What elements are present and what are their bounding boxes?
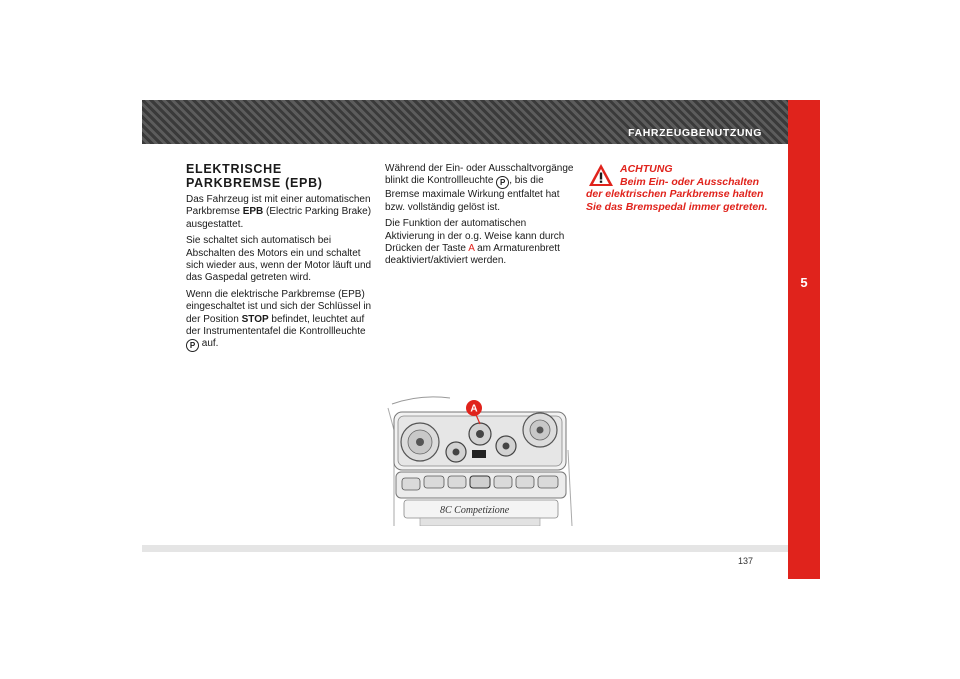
button-reference: A [468,243,475,255]
section-title [186,163,376,190]
paragraph [186,194,376,231]
callout-label: A [470,403,478,415]
paragraph [186,289,376,353]
column-left [186,163,376,356]
text: , bis die Bremse maximale Wirkung entfaltet hat bzw. vollständig gelöst ist. [385,175,560,213]
text: befindet, leuchtet auf der Instrumententafel die Kontrollleuchte [186,313,366,338]
column-middle [385,163,575,272]
text: Während der Ein- oder Ausschaltvorgänge blinkt die Kontrollleuchte [385,163,574,187]
chapter-tab [788,100,820,579]
text: auf. [199,338,219,350]
paragraph [385,163,575,214]
paragraph: Sie schaltet sich automatisch bei Abschalten des Motors ein und schaltet sich wieder aus, wenn der Motor läuft und das Gaspedal getreten wird. [186,235,372,284]
parking-brake-lamp-icon: P [496,176,509,189]
parking-brake-lamp-icon: P [186,339,199,352]
section-title-line1: ELEKTRISCHE [186,162,282,176]
text: Das Fahrzeug ist mit einer automatischen Parkbremse [186,194,371,218]
text-bold: STOP [241,313,269,325]
paragraph [385,218,575,268]
dashboard-illustration [380,390,576,526]
footer-line [142,545,788,552]
header-title: FAHRZEUGBENUTZUNG [628,127,762,139]
section-title-line2: PARKBREMSE (EPB) [186,175,323,190]
warning-heading: ACHTUNG [620,163,673,175]
text: Wenn die elektrische Parkbremse (EPB) eingeschaltet ist und sich der Schlüssel in der Position [186,288,372,325]
warning-body: Beim Ein- oder Ausschalten der elektrischen Parkbremse halten Sie das Bremspedal immer getreten. [586,175,768,213]
warning-box [586,163,770,213]
text: (Electric Parking Brake) ausgestattet. [186,206,372,230]
text-bold: EPB [242,206,264,218]
header-band [142,100,788,144]
model-badge: 8C Competizione [440,505,510,516]
text: am Armaturenbrett deaktiviert/aktiviert werden. [385,243,560,267]
text: Die Funktion der automatischen Aktivierung in der o.g. Weise kann durch Drücken der Taste [385,218,565,255]
page-number: 137 [738,556,754,566]
chapter-number: 5 [800,275,808,290]
